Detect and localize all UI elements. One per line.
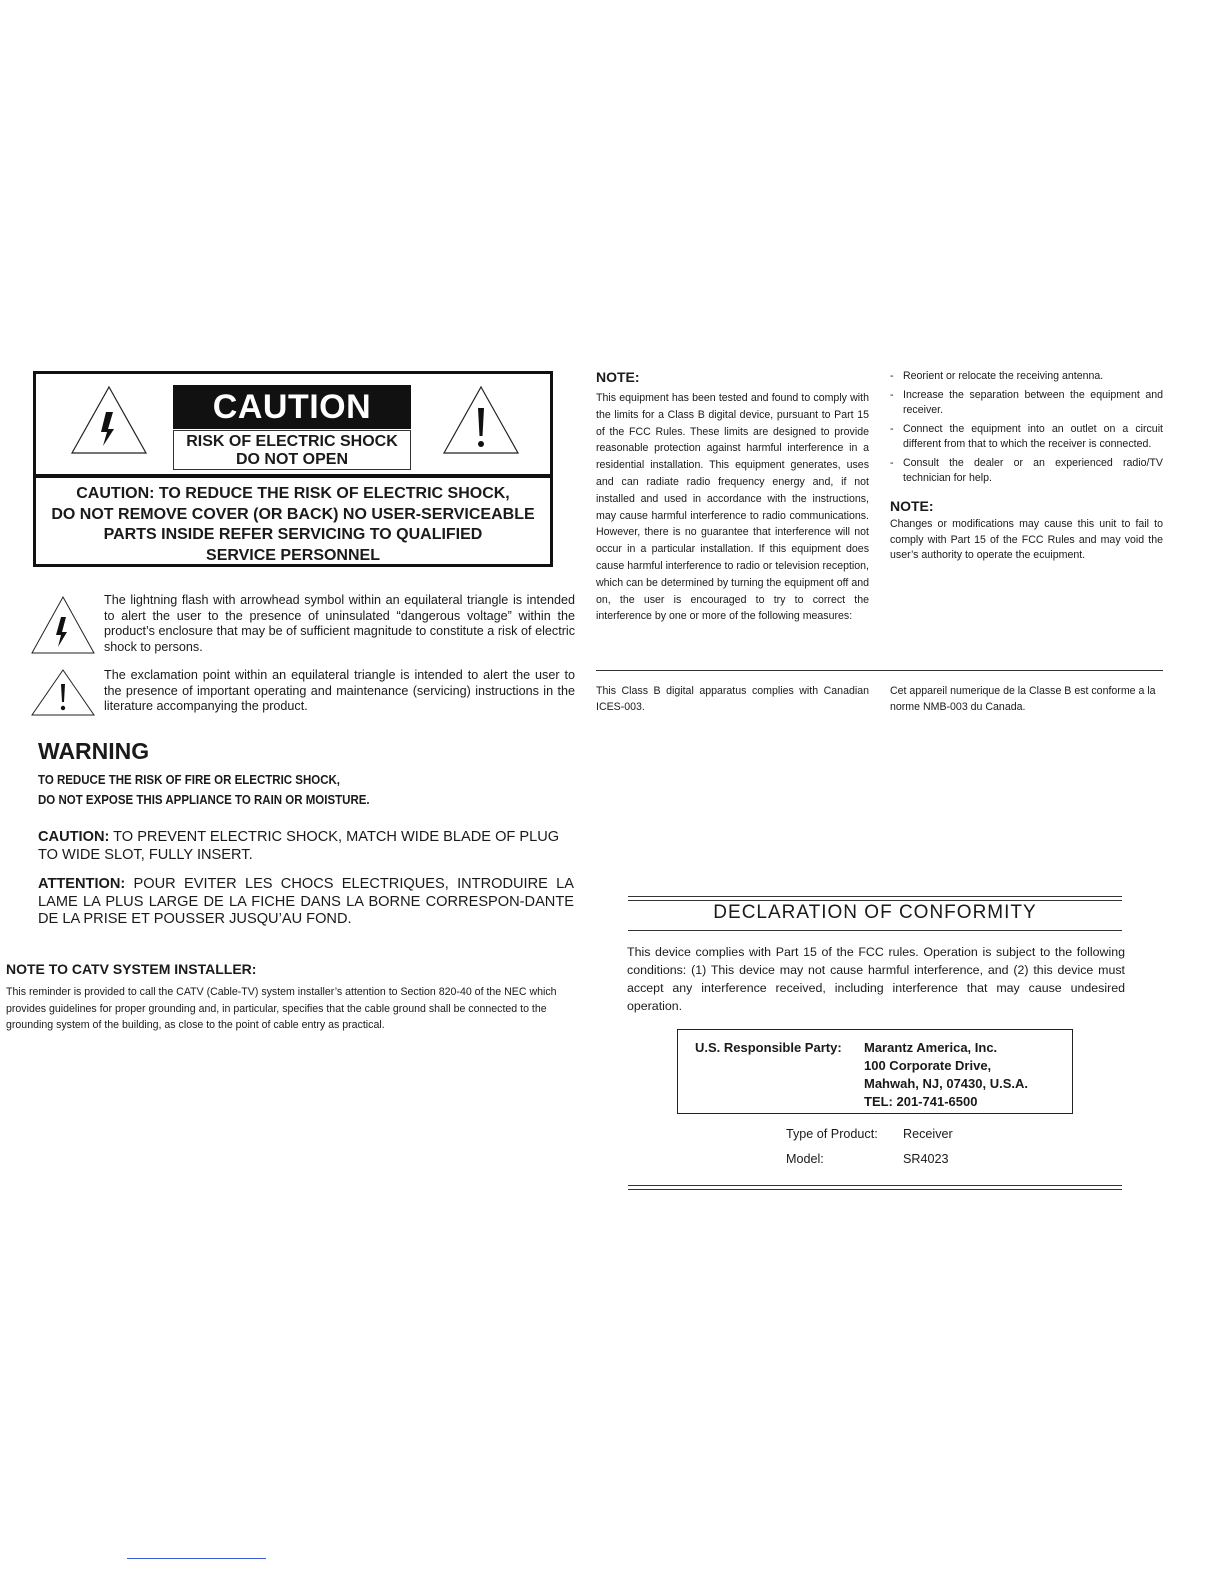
declaration-title: DECLARATION OF CONFORMITY [713,902,1037,923]
lightning-symbol-explanation [30,593,575,657]
list-item: - Reorient or relocate the receiving antenna. [890,370,1104,382]
list-item: - Increase the separation between the equipment and receiver. [890,389,1163,416]
caution-box [33,371,553,567]
fcc-note-title: NOTE: [596,369,640,385]
declaration-text: This device complies with Part 15 of the FCC rules. Operation is subject to the following conditions: (1) This device may not cause harmful interference, and (2) this device must accept any interference received, including interference that may cause undesired operation. [627,945,1125,1013]
warning-text [38,770,370,810]
party-line-2: 100 Corporate Drive, [864,1058,992,1073]
shock-warning-label [173,430,411,470]
product-type-value: Receiver [903,1127,953,1141]
exclamation-triangle-icon [30,668,96,718]
attention-paragraph [38,876,574,929]
caution-plug-text: TO PREVENT ELECTRIC SHOCK, MATCH WIDE BLADE OF PLUG TO WIDE SLOT, FULLY INSERT. [38,829,560,863]
measures-list [890,369,1163,486]
party-line-3: Mahwah, NJ, 07430, U.S.A. [864,1076,1029,1091]
declaration-top-rule [628,896,1122,897]
canada-divider [596,670,1163,671]
catv-text: This reminder is provided to call the CATV (Cable-TV) system installer’s attention to Section 820-40 of the NEC which provides guidelines for proper grounding and, in particular, specifies that the cable ground shall be connected to the grounding system of the building, as close to the point of cable entry as practical. [6,986,557,1031]
modifications-note-title: NOTE: [890,498,934,514]
warning-title: WARNING [38,738,150,764]
model-label: Model: [786,1152,824,1166]
product-type-label: Type of Product: [786,1127,878,1141]
attention-text: POUR EVITER LES CHOCS ELECTRIQUES, INTRODUIRE LA LAME LA PLUS LARGE DE LA FICHE DANS LA BORNE CORRESPON-DANTE DE LA PRISE ET POUSSER JUSQU’AU FOND. [38,876,574,927]
responsible-party-box [677,1029,1073,1114]
exclamation-triangle-icon [441,384,521,456]
party-line-1: Marantz America, Inc. [864,1040,998,1055]
measures-column [890,369,1163,564]
lightning-symbol-text: The lightning flash with arrowhead symbol within an equilateral triangle is intended to alert the user to the presence of uninsulated “dangerous voltage” within the product’s enclosure that may be of sufficient magnitude to constitute a risk of electric shock to persons. [104,593,575,654]
shock-line-1: RISK OF ELECTRIC SHOCK [186,433,398,450]
footer-rule [127,1558,266,1559]
lightning-triangle-icon [69,384,149,456]
fcc-note [596,369,869,625]
party-line-4: TEL: 201-741-6500 [864,1094,978,1109]
modifications-note-text: Changes or modifications may cause this unit to fail to comply with Part 15 of the FCC Rules and may void the user’s authority to operate the ecuipment. [890,518,1163,561]
caution-line-4: SERVICE PERSONNEL [206,546,380,564]
declaration-title-rule [628,930,1122,931]
warning-line-1: TO REDUCE THE RISK OF FIRE OR ELECTRIC SHOCK, [38,773,341,787]
caution-plug-paragraph [38,829,574,864]
caution-divider [36,474,550,478]
declaration-bottom-rule-2 [628,1189,1122,1190]
exclamation-symbol-text: The exclamation point within an equilateral triangle is intended to alert the user to the presence of important operating and maintenance (servicing) instructions in the literature accompanying the product. [104,668,575,713]
warning-line-2: DO NOT EXPOSE THIS APPLIANCE TO RAIN OR MOISTURE. [38,793,370,807]
caution-instructions [36,484,550,566]
responsible-party-label: U.S. Responsible Party: [695,1040,842,1055]
catv-title: NOTE TO CATV SYSTEM INSTALLER: [6,961,257,977]
canada-english-text: This Class B digital apparatus complies with Canadian ICES-003. [596,685,869,713]
model-value: SR4023 [903,1152,949,1166]
caution-line-3: PARTS INSIDE REFER SERVICING TO QUALIFIED [103,526,483,543]
shock-line-2: DO NOT OPEN [235,451,348,468]
responsible-party-address [864,1039,1028,1111]
caution-line-2: DO NOT REMOVE COVER (OR BACK) NO USER-SERVICEABLE [51,505,535,523]
exclamation-symbol-explanation [30,668,575,718]
lightning-triangle-icon [30,595,96,655]
fcc-note-text: This equipment has been tested and found to comply with the limits for a Class B digital device, pursuant to Part 15 of the FCC Rules. These limits are designed to provide reasonable protection against harmful interference in a residential installation. This equipment generates, uses and can radiate radio frequency energy and, if not installed and used in accordance with the instructions, may cause harmful interference to radio communications. However, there is no guarantee that interference will not occur in a particular installation. If this equipment does cause harmful interference to radio or television reception, which can be determined by turning the equipment off and on, the user is encouraged to try to correct the interference by one or more of the following measures: [596,392,869,623]
list-item: - Consult the dealer or an experienced radio/TV technician for help. [890,457,1163,484]
caution-label: CAUTION [173,385,411,429]
caution-line-1: CAUTION: TO REDUCE THE RISK OF ELECTRIC SHOCK, [76,485,510,502]
declaration-top-rule-2 [628,900,1122,901]
attention-label: ATTENTION: [38,876,126,892]
list-item: - Connect the equipment into an outlet on a circuit different from that to which the receiver is connected. [890,423,1163,450]
declaration-bottom-rule [628,1185,1122,1186]
canada-french-text: Cet appareil numerique de la Classe B est conforme a la norme NMB-003 du Canada. [890,685,1156,713]
caution-plug-label: CAUTION: [38,829,110,845]
